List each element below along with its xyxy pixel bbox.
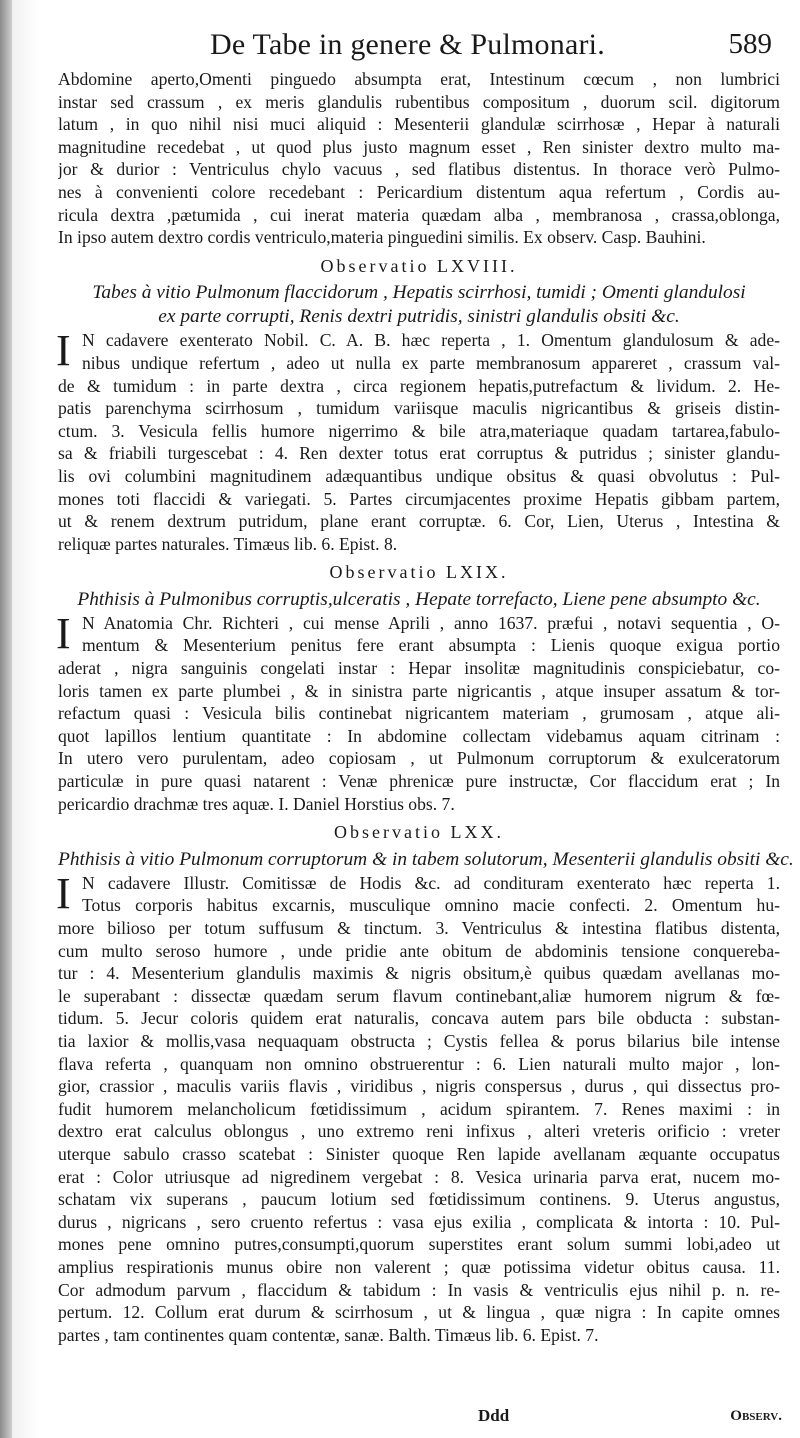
text-line: N cadavere Illustr. Comitissæ de Hodis &c. ad condituram exenterato hæc reperta 1. — [82, 872, 780, 893]
text-line: amplius respirationis munus obire non valerent ; quæ potissima videtur obitus causa. 11. — [58, 1256, 780, 1277]
text-line: reliquæ partes naturales. Timæus lib. 6. Epist. 8. — [58, 533, 398, 554]
text-line: partes , tam continentes quam contentæ, sanæ. Balth. Timæus lib. 6. Epist. 7. — [58, 1324, 599, 1345]
text-line: ctum. 3. Vesicula fellis humore nigerrimo & bile atra,materiaque quadam tartarea,fabulo- — [58, 420, 780, 441]
text-line: quot lapillos lentium quantitate : In abdomine collectam videbamus aquam citrinam : — [58, 725, 780, 746]
observation-title: Tabes à vitio Pulmonum flaccidorum , Hepatis scirrhosi, tumidi ; Omenti glandulosi — [92, 282, 746, 304]
observation-title: Phthisis à Pulmonibus corruptis,ulceratis , Hepate torrefacto, Liene pene absumpto &c. — [77, 588, 761, 610]
drop-cap: I — [56, 608, 71, 658]
observation-heading: Observatio LXX. — [334, 822, 504, 843]
text-line: tidum. 5. Jecur coloris quidem erat naturalis, concava autem pars bile obducta : substan- — [58, 1008, 780, 1029]
observation-text — [56, 326, 780, 555]
observation-title: Phthisis à vitio Pulmonum corruptorum & in tabem solutorum, Mesenterii glandulis obsiti &c. — [58, 848, 794, 870]
observation-70 — [56, 821, 794, 1346]
text-line: magnitudine recedebat , ut quod plus justo magnum esset , Ren sinister dextro multo ma- — [58, 136, 780, 157]
text-line: refactum quasi : Vesicula bilis continebat nigricantem materiam , grumosam , atque ali- — [58, 703, 780, 724]
page-body — [56, 68, 794, 1346]
page-gutter-shadow — [0, 0, 12, 1438]
text-line: aderat , nigra sanguinis congelati instar : Hepar insolitæ magnitudinis conspiciebatur, co- — [58, 658, 780, 679]
text-line: gior, crassior , maculis variis flavis , viridibus , nigris conspersus , durus , qui dissectus pro- — [58, 1076, 780, 1097]
text-line: mones toti flaccidi & variegati. 5. Partes circumjacentes proxime Hepatis gibbam partem, — [58, 488, 780, 509]
text-line: Abdomine aperto,Omenti pinguedo absumpta erat, Intestinum cœcum , non lumbrici — [58, 69, 780, 89]
text-line: tur : 4. Mesenterium glandulis maximis & nigris obsitum,è quibus quædam avellanas mo- — [58, 963, 780, 984]
text-line: N cadavere exenterato Nobil. C. A. B. hæc reperta , 1. Omentum glandulosum & ade- — [82, 330, 780, 351]
drop-cap: I — [56, 868, 71, 918]
observation-69 — [58, 561, 780, 815]
drop-cap: I — [56, 326, 71, 376]
text-line: fudit humorem melancholicum fœtidissimum , acidum spirantem. 7. Renes maximi : in — [58, 1098, 780, 1119]
observation-text — [56, 608, 780, 815]
text-line: le superabant : dissectæ quædam serum flavum continebant,aliæ humorem nigrum & fœ- — [58, 985, 780, 1006]
text-line: ut & renem dextrum putridum, plane erant corruptæ. 6. Cor, Lien, Uterus , Intestina & — [58, 511, 780, 532]
text-line: sa & friabili turgescebat : 4. Ren dexter totus erat corruptus & putridus ; sinister glandu- — [58, 443, 780, 464]
text-line: lis ovi columbini magnitudinem adæquantibus undique obsitus & quasi obvolutus : Pul- — [58, 465, 780, 486]
text-line: dextro erat calculus oblongus , uno extremo reni infixus , alteri vreteris orificio : vreter — [58, 1121, 780, 1142]
running-head — [60, 28, 778, 64]
text-line: In utero vero purulentam, adeo copiosam , ut Pulmonum corruptorum & exulceratorum — [58, 748, 780, 769]
text-line: In ipso autem dextro cordis ventriculo,materia pinguedini similis. Ex observ. Casp. Bauhini. — [58, 227, 706, 248]
text-line: cum multo seroso humore , unde pridie ante obitum de abdominis tensione conquereba- — [58, 940, 780, 961]
text-line: nibus undique refertum , adeo ut nulla ex parte membranosum appareret , crassum val- — [82, 352, 780, 373]
text-line: erat : Color utriusque ad nigredinem vergebat : 8. Vesica urinaria parva erat, nucem mo- — [58, 1166, 780, 1187]
text-line: pertum. 12. Collum erat durum & scirrhosum , ut & lingua , quæ nigra : In capite omnes — [58, 1302, 780, 1323]
observation-68 — [58, 255, 780, 556]
text-line: particulæ in pure quasi natarent : Venæ phrenicæ pure instructæ, Cor flaccidum erat ; In — [58, 771, 780, 792]
text-line: patis parenchyma scirrhosum , tumidum variisque maculis nigricantibus & griseis distin- — [58, 398, 780, 419]
observation-title: ex parte corrupti, Renis dextri putridis, sinistri glandulis obsiti &c. — [158, 306, 680, 328]
text-line: jor & durior : Ventriculus chylo vacuus , sed flatibus distentus. In thorace verò Pulmo- — [58, 159, 780, 180]
text-line: N Anatomia Chr. Richteri , cui mense Aprili , anno 1637. præfui , notavi sequentia , O- — [82, 612, 780, 633]
text-line: Totus corporis habitus excarnis, musculique omnino macie confecti. 2. Omentum hu- — [82, 895, 780, 916]
text-line: durus , nigricans , sero cruento refertus : vasa ejus exilia , complicata & intorta : 10. Pul- — [58, 1211, 780, 1232]
text-line: de & tumidum : in parte dextra , circa regionem hepatis,putrefactum & lividum. 2. He- — [58, 375, 780, 396]
text-line: loris tamen ex parte plumbei , & in sinistra parte nigricantis , atque insuper assatum & tor- — [58, 680, 780, 701]
text-line: latum , in quo nihil nisi muci aliquid : Mesenterii glandulæ scirrhosæ , Hepar à naturali — [58, 114, 780, 135]
observation-heading: Observatio LXIX. — [329, 562, 509, 583]
observation-text — [56, 868, 780, 1346]
intro-paragraph — [58, 68, 780, 249]
text-line: Cor admodum parvum , flaccidum & tabidum : In vasis & ventriculis ejus nihil p. n. re- — [58, 1279, 780, 1300]
observation-heading: Observatio LXVIII. — [320, 255, 518, 276]
text-line: instar sed crassum , ex meris glandulis rubentibus compositum , duorum scil. digitorum — [58, 91, 780, 112]
text-line: tia laxior & mollis,vasa nequaquam obstructa ; Cystis fellea & porus bilarius bile intense — [58, 1030, 780, 1051]
text-line: mentum & Mesenterium penitus fere erant absumpta : Lienis quoque exigua portio — [82, 635, 780, 656]
text-line: uterque sabulo crasso scatebat : Sinister quoque Ren lapide avellanam æquante occupatus — [58, 1143, 780, 1164]
text-line: flava referta , quanquam non omnino obstruerentur : 6. Lien naturali multo major , lon- — [58, 1053, 780, 1074]
text-line: ricula dextra ,pætumida , cui inerat materia quædam alba , membranosa , crassa,oblonga, — [58, 204, 780, 225]
text-line: pericardio drachmæ tres aquæ. I. Daniel Horstius obs. 7. — [58, 793, 455, 814]
signature-mark: Ddd — [478, 1406, 510, 1425]
running-head-title: De Tabe in genere & Pulmonari. — [210, 28, 605, 61]
text-line: mones pene omnino putres,consumpti,quorum superstites erant solum summi lobi,adeo ut — [58, 1234, 780, 1255]
text-line: more bilioso per totum suffusum & tinctum. 3. Ventriculus & intestina flatibus distenta, — [58, 918, 780, 938]
text-line: schatam vix superans , paucum lotium sed fœtidissimum continens. 9. Uterus angustus, — [58, 1189, 780, 1210]
page-footer — [58, 1406, 780, 1430]
text-line: nes à convenienti colore recedebant : Pericardium distentum aqua refertum , Cordis au- — [58, 181, 780, 202]
catchword: Observ. — [730, 1408, 782, 1424]
page-number: 589 — [728, 28, 772, 60]
